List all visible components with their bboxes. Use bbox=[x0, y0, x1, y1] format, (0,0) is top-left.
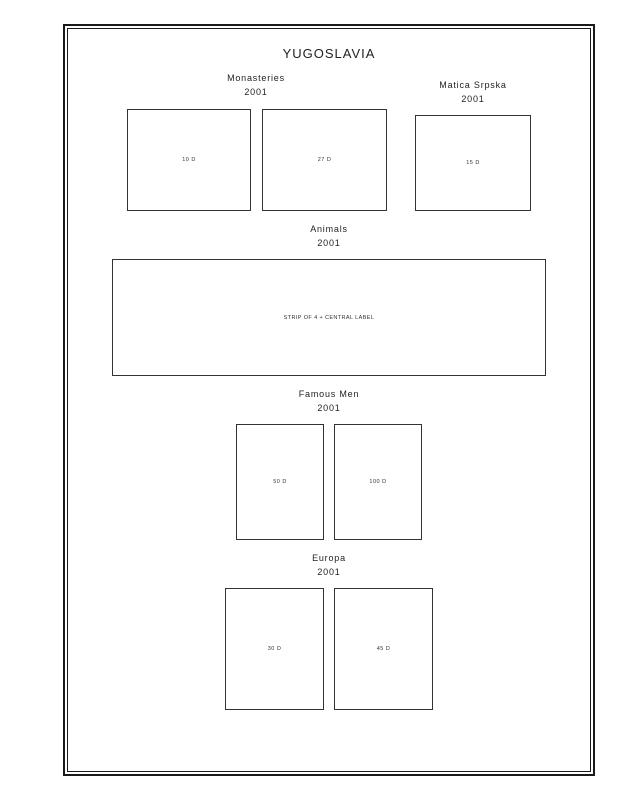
stamp-value: 30 D bbox=[267, 646, 282, 652]
stamp-value: 27 D bbox=[317, 157, 332, 163]
stamp-box-matica-srpska-1 bbox=[415, 115, 531, 211]
stamp-value: 50 D bbox=[273, 479, 287, 485]
set-year-monasteries: 2001 bbox=[244, 87, 268, 97]
stamp-value: 10 D bbox=[182, 157, 196, 163]
set-year-europa: 2001 bbox=[317, 567, 341, 577]
set-year-famous-men: 2001 bbox=[317, 403, 341, 413]
set-title-matica-srpska: Matica Srpska bbox=[439, 80, 507, 90]
stamp-value: 45 D bbox=[376, 646, 391, 652]
stamp-box-europa-2 bbox=[334, 588, 433, 710]
set-title-europa: Europa bbox=[312, 553, 346, 563]
stamp-value: 100 D bbox=[369, 479, 387, 485]
stamp-box-monasteries-2 bbox=[262, 109, 387, 211]
stamp-value: STRIP OF 4 + CENTRAL LABEL bbox=[283, 314, 375, 321]
set-year-animals: 2001 bbox=[317, 238, 341, 248]
stamp-box-animals-strip bbox=[112, 259, 546, 376]
set-title-famous-men: Famous Men bbox=[298, 389, 360, 399]
stamp-box-europa-1 bbox=[225, 588, 324, 710]
stamp-box-famous-men-1 bbox=[236, 424, 324, 540]
stamp-value: 15 D bbox=[466, 160, 480, 166]
set-title-monasteries: Monasteries bbox=[227, 73, 285, 83]
page-title: YUGOSLAVIA bbox=[282, 46, 376, 61]
stamp-box-famous-men-2 bbox=[334, 424, 422, 540]
stamp-box-monasteries-1 bbox=[127, 109, 251, 211]
set-title-animals: Animals bbox=[310, 224, 348, 234]
set-year-matica-srpska: 2001 bbox=[461, 94, 485, 104]
